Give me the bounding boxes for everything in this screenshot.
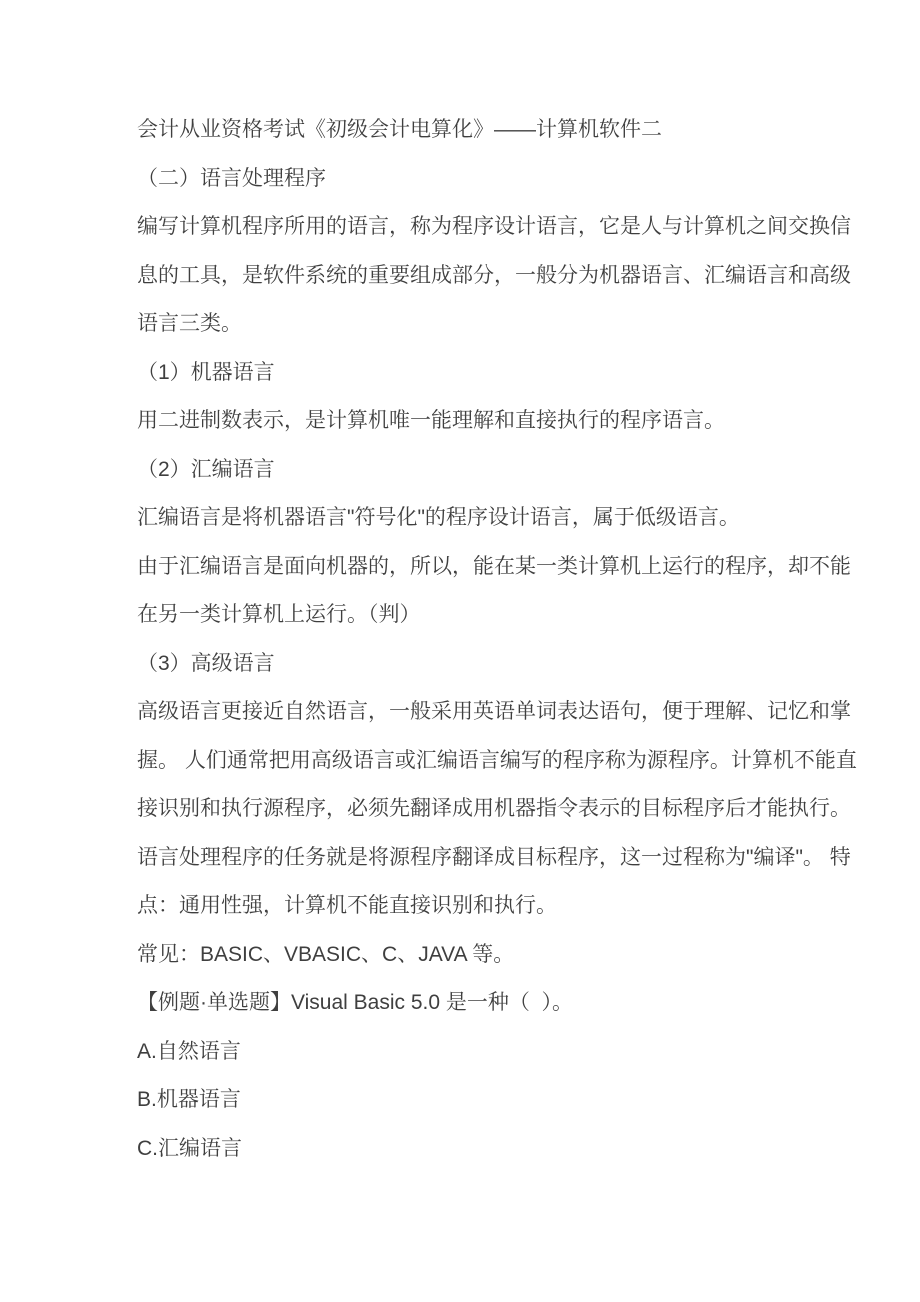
- heading-language-processor: （二）语言处理程序: [137, 166, 326, 190]
- paragraph-high-level-line-1: 高级语言更接近自然语言，一般采用英语单词表达语句，便于理解、记忆和掌: [137, 700, 851, 723]
- document-title: 会计从业资格考试《初级会计电算化》——计算机软件二: [137, 118, 662, 141]
- paragraph-machine-language: 用二进制数表示，是计算机唯一能理解和直接执行的程序语言。: [137, 409, 725, 432]
- heading-high-level-language: （3）高级语言: [137, 651, 275, 675]
- paragraph-high-level-line-3: 接识别和执行源程序，必须先翻译成用机器指令表示的目标程序后才能执行。: [137, 797, 851, 820]
- paragraph-intro-line-2: 息的工具，是软件系统的重要组成部分，一般分为机器语言、汇编语言和高级: [137, 263, 851, 287]
- line-common-languages: 常见：BASIC、VBASIC、C、JAVA 等。: [137, 942, 515, 966]
- paragraph-assembly-line-1: 汇编语言是将机器语言"符号化"的程序设计语言，属于低级语言。: [137, 506, 740, 529]
- paragraph-high-level-line-4: 语言处理程序的任务就是将源程序翻译成目标程序，这一过程称为"编译"。 特: [137, 845, 851, 869]
- heading-assembly-language: （2）汇编语言: [137, 457, 275, 481]
- paragraph-high-level-line-5: 点：通用性强，计算机不能直接识别和执行。: [137, 894, 557, 917]
- option-c: C.汇编语言: [137, 1136, 242, 1160]
- paragraph-assembly-line-2: 由于汇编语言是面向机器的，所以，能在某一类计算机上运行的程序，却不能: [137, 554, 851, 578]
- paragraph-intro-line-1: 编写计算机程序所用的语言，称为程序设计语言，它是人与计算机之间交换信: [137, 215, 851, 238]
- paragraph-high-level-line-2: 握。 人们通常把用高级语言或汇编语言编写的程序称为源程序。计算机不能直: [137, 748, 857, 772]
- option-b: B.机器语言: [137, 1088, 241, 1111]
- paragraph-intro-line-3: 语言三类。: [137, 312, 242, 335]
- option-a: A.自然语言: [137, 1039, 241, 1063]
- paragraph-assembly-line-3: 在另一类计算机上运行。（判）: [137, 603, 421, 626]
- heading-machine-language: （1）机器语言: [137, 360, 275, 384]
- example-question: 【例题·单选题】Visual Basic 5.0 是一种（ ）。: [137, 991, 574, 1014]
- document-body: [137, 106, 857, 1173]
